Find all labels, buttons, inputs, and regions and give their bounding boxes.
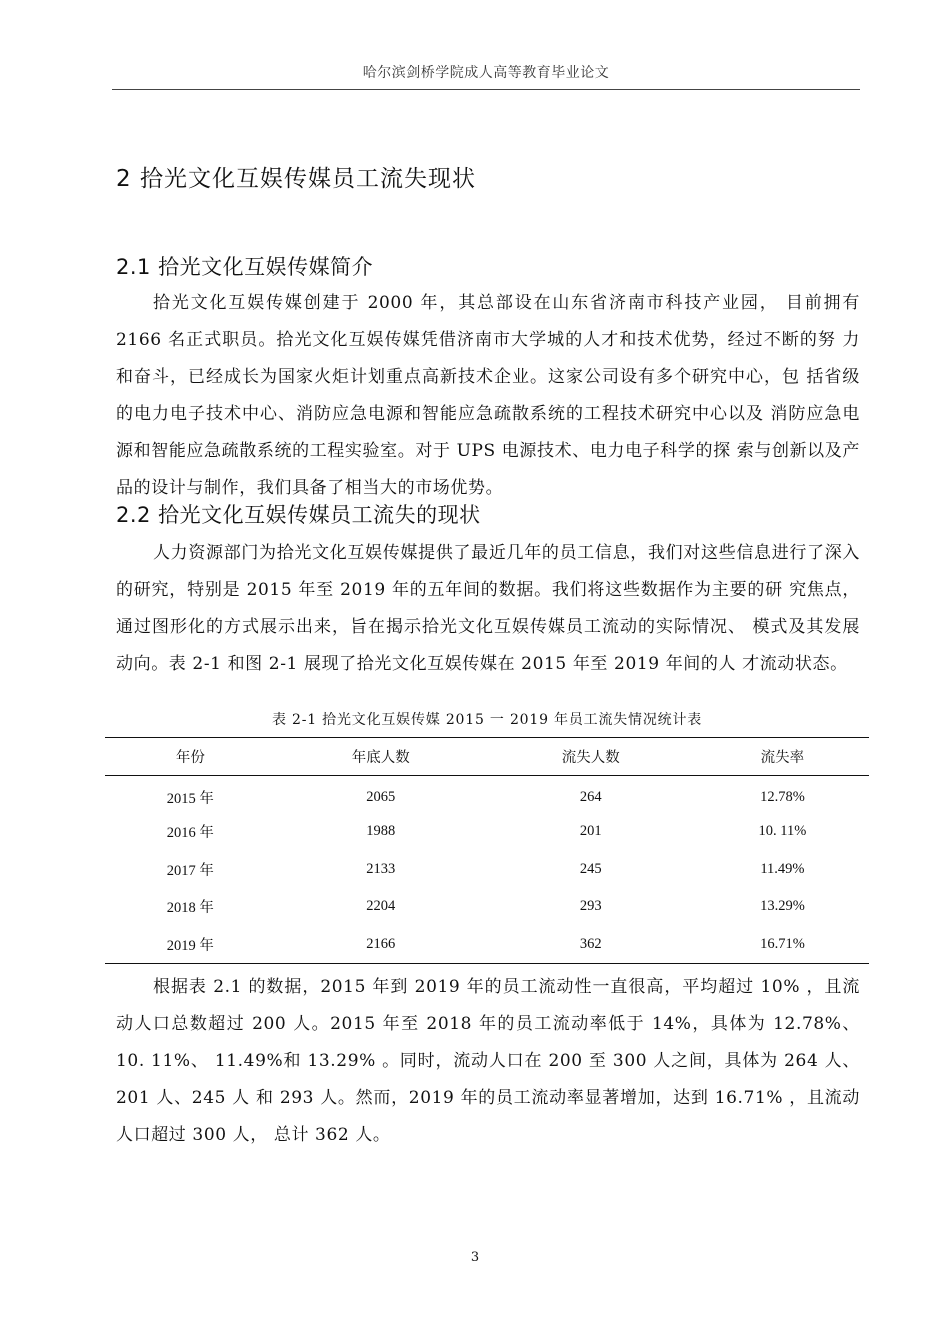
table-caption: 表 2-1 拾光文化互娱传媒 2015 一 2019 年员工流失情况统计表 [271,712,703,728]
header-year: 年份 [175,750,205,766]
table-row [105,776,869,814]
section-2-2-paragraph: 人力资源部门为拾光文化互娱传媒提供了最近几年的员工信息，我们对这些信息进行了深入的研究，特别是 2015 年至 2019 年的五年间的数据。我们将这些数据作为主要的研 究焦点，通过图形化的方式展示出来，旨在揭示拾光文化互娱传媒员工流动的实际情况、 模式及其发展动向。表 2-1 和图 2-1 展现了拾光文化互娱传媒在 2015 年至 2019 年间的人 才流动状态。 [116,543,860,674]
table-row [105,813,869,851]
cell-headcount: 2204 [366,898,396,915]
cell-turnover: 201 [579,823,602,840]
header-year-end-headcount: 年底人数 [351,750,410,766]
cell-turnover: 293 [579,898,602,915]
table-row [105,851,869,889]
section-title-2-1: 2.1 拾光文化互娱传媒简介 [116,255,374,279]
cell-turnover: 245 [579,860,602,877]
table-row [105,926,869,964]
cell-turnover: 264 [579,788,602,805]
section-2-1-paragraph: 拾光文化互娱传媒创建于 2000 年，其总部设在山东省济南市科技产业园， 目前拥有 2166 名正式职员。拾光文化互娱传媒凭借济南市大学城的人才和技术优势，经过不断的努 力和奋斗，已经成长为国家火炬计划重点高新技术企业。这家公司设有多个研究中心，包 括省级的电力电子技术中心、消防应急电源和智能应急疏散系统的工程技术研究中心以及 消防应急电源和智能应急疏散系统的工程实验室。对于 UPS 电源技术、电力电子科学的探 索与创新以及产品的设计与制作，我们具备了相当大的市场优势。 [116,293,860,498]
page-header: 哈尔滨剑桥学院成人高等教育毕业论文 [362,65,610,81]
section-title-2-2: 2.2 拾光文化互娱传媒员工流失的现状 [116,503,481,527]
cell-year: 2017 年 [166,862,214,879]
cell-rate: 11.49% [760,860,805,877]
cell-headcount: 2166 [366,935,396,952]
cell-year: 2019 年 [166,937,214,954]
cell-headcount: 2133 [366,860,396,877]
cell-year: 2015 年 [166,790,214,807]
header-divider [112,89,860,90]
cell-headcount: 1988 [366,823,396,840]
cell-rate: 10. 11% [758,823,807,840]
cell-turnover: 362 [579,935,602,952]
cell-rate: 13.29% [760,898,805,915]
cell-headcount: 2065 [366,788,396,805]
analysis-paragraph: 根据表 2.1 的数据，2015 年到 2019 年的员工流动性一直很高，平均超过 10% ，且流 动人口总数超过 200 人。2015 年至 2018 年的员工流动率低于 14%，具体为 12.78%、10. 11%、 11.49%和 13.29% 。同时，流动人口在 200 至 300 人之间，具体为 264 人、201 人、245 人 和 293 人。然而，2019 年的员工流动率显著增加，达到 16.71% ，且流动人口超过 300 人， 总计 362 人。 [116,977,860,1145]
cell-rate: 12.78% [760,788,805,805]
table-row [105,888,869,926]
table-header-row [105,738,869,776]
page-number: 3 [470,1250,480,1265]
attrition-table [105,737,869,964]
header-turnover-count: 流失人数 [561,750,620,766]
chapter-title: 2 拾光文化互娱传媒员工流失现状 [116,166,476,192]
cell-year: 2016 年 [166,825,214,842]
header-turnover-rate: 流失率 [760,750,805,766]
cell-rate: 16.71% [760,935,805,952]
cell-year: 2018 年 [166,900,214,917]
